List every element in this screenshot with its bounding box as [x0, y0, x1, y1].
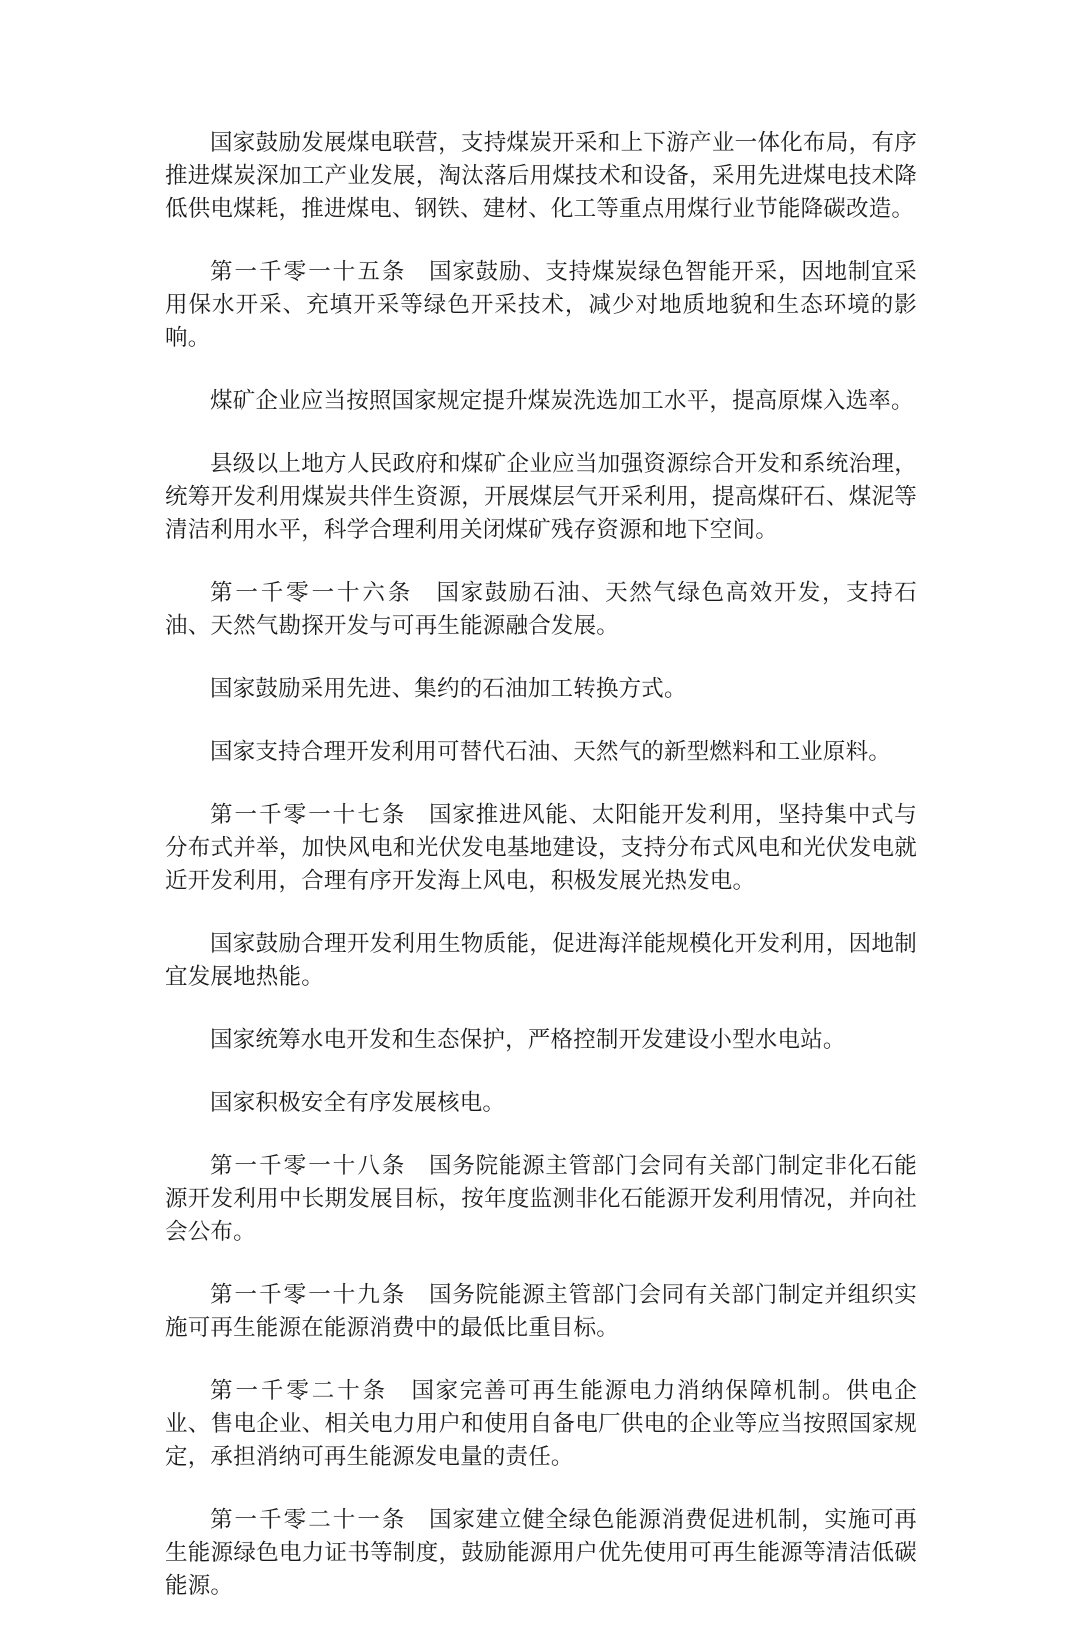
- paragraph-biomass-ocean-geothermal: [165, 928, 917, 994]
- paragraph-text: 国家鼓励采用先进、集约的石油加工转换方式。: [210, 676, 687, 702]
- paragraph-text: 国家支持合理开发利用可替代石油、天然气的新型燃料和工业原料。: [210, 739, 892, 765]
- article-number: 第一千零一十九条: [210, 1282, 407, 1308]
- paragraph-text: 国家鼓励、支持煤炭绿色智能开采，因地制宜采用保水开采、充填开采等绿色开采技术，减少对地质地貌和生态环境的影响。: [165, 259, 917, 351]
- paragraph-resource-development: [165, 448, 917, 547]
- article-number: 第一千零一十六条: [210, 580, 414, 606]
- article-number: 第一千零一十五条: [210, 259, 407, 285]
- paragraph-coal-washing: [165, 385, 917, 418]
- paragraph-coal-power-integration: [165, 127, 917, 226]
- paragraph-hydropower: [165, 1024, 917, 1057]
- paragraph-text: 国家鼓励发展煤电联营，支持煤炭开采和上下游产业一体化布局，有序推进煤炭深加工产业发展，淘汰落后用煤技术和设备，采用先进煤电技术降低供电煤耗，推进煤电、钢铁、建材、化工等重点用煤行业节能降碳改造。: [165, 130, 917, 222]
- paragraph-text: 国务院能源主管部门会同有关部门制定并组织实施可再生能源在能源消费中的最低比重目标。: [165, 1282, 917, 1341]
- article-1019: [165, 1279, 917, 1345]
- paragraph-text: 国家鼓励合理开发利用生物质能，促进海洋能规模化开发利用，因地制宜发展地热能。: [165, 931, 917, 990]
- article-number: 第一千零一十八条: [210, 1153, 407, 1179]
- article-1015: [165, 256, 917, 355]
- paragraph-text: 国家建立健全绿色能源消费促进机制，实施可再生能源绿色电力证书等制度，鼓励能源用户优先使用可再生能源等清洁低碳能源。: [165, 1507, 917, 1599]
- article-number: 第一千零二十条: [210, 1378, 389, 1404]
- paragraph-text: 国务院能源主管部门会同有关部门制定非化石能源开发利用中长期发展目标，按年度监测非化石能源开发利用情况，并向社会公布。: [165, 1153, 917, 1245]
- paragraph-alternative-fuels: [165, 736, 917, 769]
- paragraph-text: 煤矿企业应当按照国家规定提升煤炭洗选加工水平，提高原煤入选率。: [210, 388, 914, 414]
- paragraph-text: 国家积极安全有序发展核电。: [210, 1090, 506, 1116]
- paragraph-text: 国家鼓励石油、天然气绿色高效开发，支持石油、天然气勘探开发与可再生能源融合发展。: [165, 580, 917, 639]
- document-page: [165, 127, 917, 1633]
- article-1016: [165, 577, 917, 643]
- article-1021: [165, 1504, 917, 1603]
- paragraph-oil-processing: [165, 673, 917, 706]
- article-number: 第一千零一十七条: [210, 802, 407, 828]
- paragraph-text: 国家完善可再生能源电力消纳保障机制。供电企业、售电企业、相关电力用户和使用自备电厂供电的企业等应当按照国家规定，承担消纳可再生能源发电量的责任。: [165, 1378, 917, 1470]
- paragraph-nuclear: [165, 1087, 917, 1120]
- article-number: 第一千零二十一条: [210, 1507, 407, 1533]
- paragraph-text: 国家统筹水电开发和生态保护，严格控制开发建设小型水电站。: [210, 1027, 846, 1053]
- paragraph-text: 国家推进风能、太阳能开发利用，坚持集中式与分布式并举，加快风电和光伏发电基地建设，支持分布式风电和光伏发电就近开发利用，合理有序开发海上风电，积极发展光热发电。: [165, 802, 917, 894]
- article-1018: [165, 1150, 917, 1249]
- article-1017: [165, 799, 917, 898]
- paragraph-text: 县级以上地方人民政府和煤矿企业应当加强资源综合开发和系统治理，统筹开发利用煤炭共伴生资源，开展煤层气开采利用，提高煤矸石、煤泥等清洁利用水平，科学合理利用关闭煤矿残存资源和地下空间。: [165, 451, 917, 543]
- article-1020: [165, 1375, 917, 1474]
